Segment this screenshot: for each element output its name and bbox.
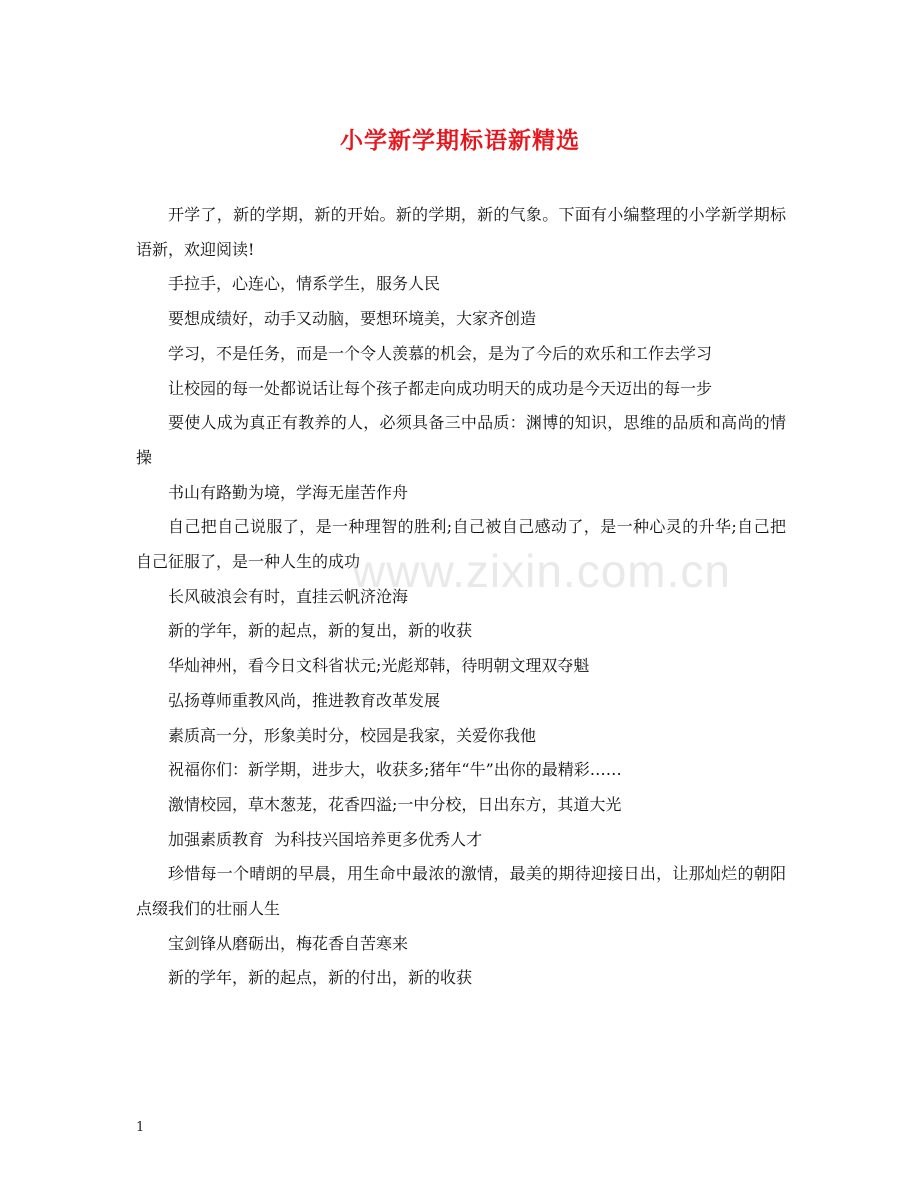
slogan-paragraph: 手拉手，心连心，情系学生，服务人民	[168, 274, 441, 294]
slogan-paragraph: 祝福你们：新学期，进步大，收获多;猪年“牛”出你的最精彩……	[168, 760, 622, 780]
slogan-paragraph: 新的学年，新的起点，新的复出，新的收获	[168, 621, 473, 641]
slogan-paragraph: 弘扬尊师重教风尚，推进教育改革发展	[168, 690, 441, 710]
slogan-paragraph: 长风破浪会有时，直挂云帆济沧海	[168, 586, 409, 606]
page-number: 1	[136, 1120, 145, 1135]
slogan-paragraph: 加强素质教育 为科技兴国培养更多优秀人才	[168, 829, 483, 849]
slogan-paragraph: 学习，不是任务，而是一个令人羡慕的机会，是为了今后的欢乐和工作去学习	[168, 343, 713, 363]
slogan-paragraph: 激情校园，草木葱茏，花香四溢;一中分校，日出东方，其道大光	[168, 794, 622, 814]
slogan-paragraph: 素质高一分，形象美时分，校园是我家，关爱你我他	[168, 725, 537, 745]
page-title: 小学新学期标语新精选	[340, 127, 580, 154]
slogan-paragraph: 让校园的每一处都说话让每个孩子都走向成功明天的成功是今天迈出的每一步	[168, 378, 713, 398]
slogan-paragraph: 华灿神州，看今日文科省状元;光彪郑韩，待明朝文理双夺魁	[168, 656, 590, 676]
slogan-paragraph: 书山有路勤为境，学海无崖苦作舟	[168, 482, 409, 502]
slogan-paragraph: 宝剑锋从磨砺出，梅花香自苦寒来	[168, 933, 409, 953]
intro-paragraph: 开学了，新的学期，新的开始。新的学期，新的气象。下面有小编整理的小学新学期标语新，欢迎阅读!	[136, 205, 786, 259]
watermark: www.zixin.com.cn	[352, 545, 731, 597]
slogan-paragraph: 要使人成为真正有教养的人，必须具备三中品质：渊博的知识，思维的品质和高尚的情操	[136, 413, 786, 467]
slogan-paragraph: 珍惜每一个晴朗的早晨，用生命中最浓的激情，最美的期待迎接日出，让那灿烂的朝阳点缀我们的壮丽人生	[136, 864, 786, 919]
slogan-paragraph: 要想成绩好，动手又动脑，要想环境美，大家齐创造	[168, 309, 537, 329]
slogan-paragraph: 自己把自己说服了，是一种理智的胜利;自己被自己感动了，是一种心灵的升华;自己把自己征服了，是一种人生的成功	[136, 517, 786, 572]
slogan-paragraph: 新的学年，新的起点，新的付出，新的收获	[168, 968, 473, 988]
